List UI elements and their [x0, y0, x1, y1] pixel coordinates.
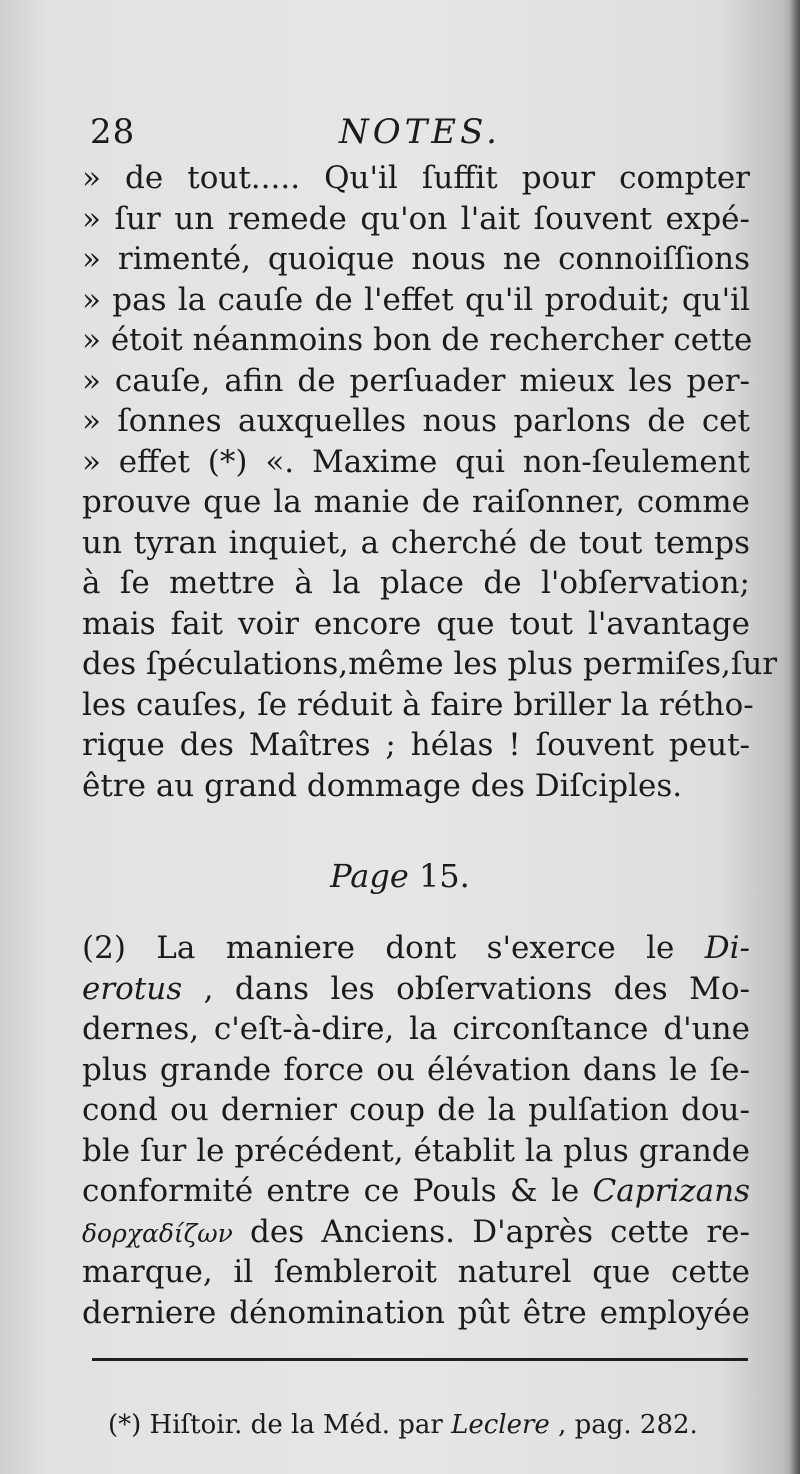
text-line: les cauſes, ſe réduit à faire briller la rétho- — [82, 686, 754, 723]
text-line: » ſonnes auxquelles nous parlons de cet — [82, 403, 750, 439]
text-line — [82, 1171, 750, 1212]
text-line: à ſe mettre à la place de l'obſervation; — [82, 565, 750, 601]
footnote-prefix: (*) Hiſtoir. de la Méd. par — [108, 1410, 452, 1440]
text-line — [82, 928, 750, 969]
text-line: prouve que la manie de raiſonner, comme — [82, 484, 750, 520]
text-line: plus grande force ou élévation dans le ſe- — [82, 1051, 750, 1088]
text-line: un tyran inquiet, a cherché de tout temps — [82, 524, 750, 561]
note-paragraph-2 — [82, 928, 750, 1333]
text-line: » rimenté, quoique nous ne connoiſſions — [82, 241, 750, 277]
line-italic: Di- — [704, 930, 750, 966]
subheading-label: Page — [330, 857, 409, 895]
text-line: des ſpéculations,même les plus permiſes,ſur — [82, 646, 778, 682]
text-line: ble ſur le précédent, établit la plus grande — [82, 1132, 750, 1169]
line-italic: Caprizans — [592, 1173, 750, 1209]
text-line: être au grand dommage des Diſciples. — [82, 767, 683, 804]
footnote-suffix: , pag. 282. — [549, 1410, 698, 1440]
subheading-number: 15. — [418, 857, 470, 895]
line-text: des Anciens. D'après cette re- — [232, 1213, 750, 1250]
text-line: dernes, c'eſt-à-dire, la circonſtance d'une — [82, 1011, 750, 1047]
text-line: » ſur un remede qu'on l'ait ſouvent expé- — [82, 200, 750, 237]
footnote-rule — [92, 1358, 748, 1361]
line-text: conformité entre ce Pouls & le — [82, 1173, 593, 1209]
line-text: , dans les obſervations des Mo- — [182, 970, 750, 1007]
text-line — [82, 1212, 750, 1253]
text-line: » étoit néanmoins bon de rechercher cette — [82, 322, 753, 358]
footnote — [108, 1410, 754, 1440]
line-text: (2) La maniere dont s'exerce le — [82, 930, 705, 966]
section-subheading — [0, 857, 800, 895]
text-line: rique des Maîtres ; hélas ! ſouvent peut- — [82, 727, 750, 763]
text-line: » effet (*) «. Maxime qui non-ſeulement — [82, 443, 750, 480]
text-line: cond ou dernier coup de la pulſation dou- — [82, 1092, 750, 1128]
text-line: mais fait voir encore que tout l'avantage — [82, 605, 750, 642]
text-line: » cauſe, afin de perſuader mieux les per- — [82, 362, 750, 399]
text-line: marque, il ſembleroit naturel que cette — [82, 1254, 750, 1290]
text-line: » de tout..... Qu'il ſuffit pour compter — [82, 160, 750, 196]
text-line: derniere dénomination pût être employée — [82, 1294, 750, 1331]
page-edge-shadow — [790, 0, 800, 1474]
page-number: 28 — [90, 112, 136, 152]
greek-word: δορχαδίζων — [82, 1218, 233, 1248]
running-title: NOTES. — [338, 112, 501, 152]
line-italic: erotus — [82, 970, 183, 1007]
text-line — [82, 969, 750, 1010]
text-line: » pas la cauſe de l'effet qu'il produit; qu'il — [82, 281, 750, 318]
footnote-author: Leclere — [451, 1410, 550, 1440]
note-paragraph-1 — [82, 158, 778, 806]
running-head — [90, 112, 750, 156]
